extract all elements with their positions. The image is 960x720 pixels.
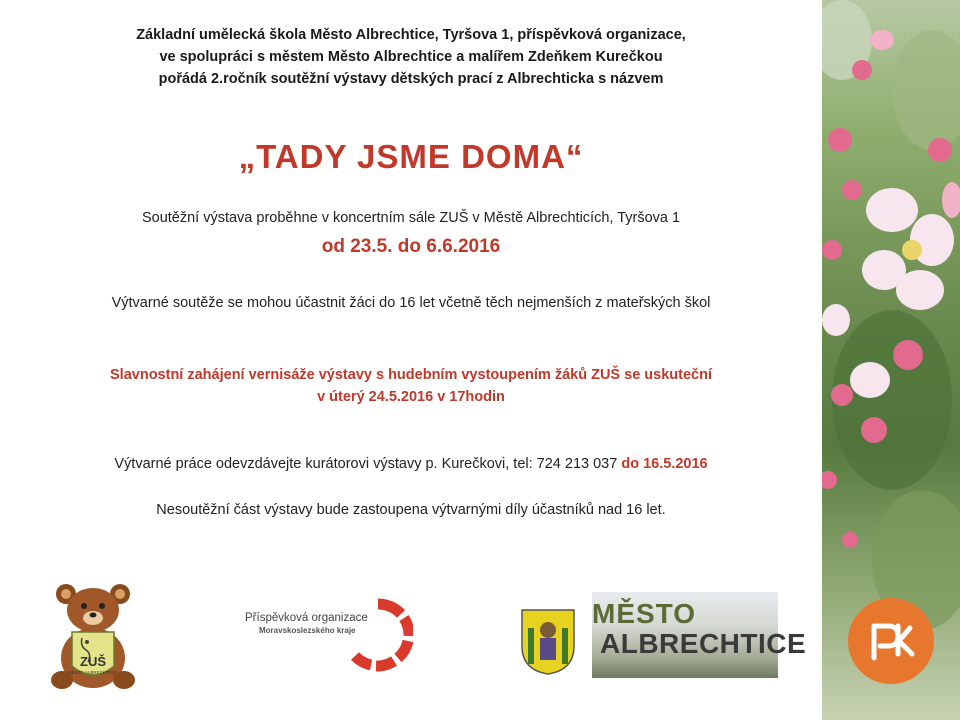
event-title: „TADY JSME DOMA“: [238, 138, 584, 175]
mesto-word: MĚSTO: [592, 598, 697, 629]
intro-line-3: pořádá 2.ročník soutěžní výstavy dětských prací z Albrechticka s názvem: [158, 71, 664, 87]
zus-logo: [50, 580, 136, 692]
zus-caption: MĚSTO ALBRECHTICE: [68, 670, 117, 675]
mesto-albrechtice-logo: [520, 592, 807, 678]
po-line-1: Příspěvková organizace: [245, 612, 368, 624]
submission-contact: Výtvarné práce odevzdávejte kurátorovi výstavy p. Kurečkovi, tel: 724 213 037: [114, 456, 618, 472]
zus-letters: ZUŠ: [80, 654, 106, 669]
venue-text: Soutěžní výstava proběhne v koncertním sále ZUŠ v Městě Albrechticích, Tyršova 1: [141, 210, 681, 226]
albrechtice-word: ALBRECHTICE: [600, 628, 807, 659]
coat-of-arms-icon: [520, 608, 576, 676]
eligibility-text: Výtvarné soutěže se mohou účastnit žáci do 16 let včetně těch nejmenších z mateřských škol: [111, 295, 711, 311]
po-logo: [243, 598, 413, 678]
bear-icon: [50, 580, 136, 692]
po-line-2: Moravskoslezského kraje: [259, 626, 356, 635]
pk-badge: [848, 598, 934, 684]
exhibition-dates: od 23.5. do 6.6.2016: [321, 236, 501, 257]
ring-segments-icon: [343, 598, 413, 672]
submission-text: [0, 456, 822, 472]
intro-line-1: Základní umělecká škola Město Albrechtice, Tyršova 1, příspěvková organizace,: [136, 27, 686, 43]
opening-line-2: v úterý 24.5.2016 v 17hodin: [317, 389, 505, 405]
opening-line-1: Slavnostní zahájení vernisáže výstavy s hudebním vystoupením žáků ZUŠ se uskuteční: [110, 367, 712, 383]
intro-line-2: ve spolupráci s městem Město Albrechtice a malířem Zdeňkem Kurečkou: [159, 49, 663, 65]
noncompetitive-text: Nesoutěžní část výstavy bude zastoupena výtvarnými díly účastníků nad 16 let.: [156, 502, 666, 518]
pk-logo-icon: [848, 598, 934, 684]
submission-deadline: do 16.5.2016: [621, 456, 708, 472]
